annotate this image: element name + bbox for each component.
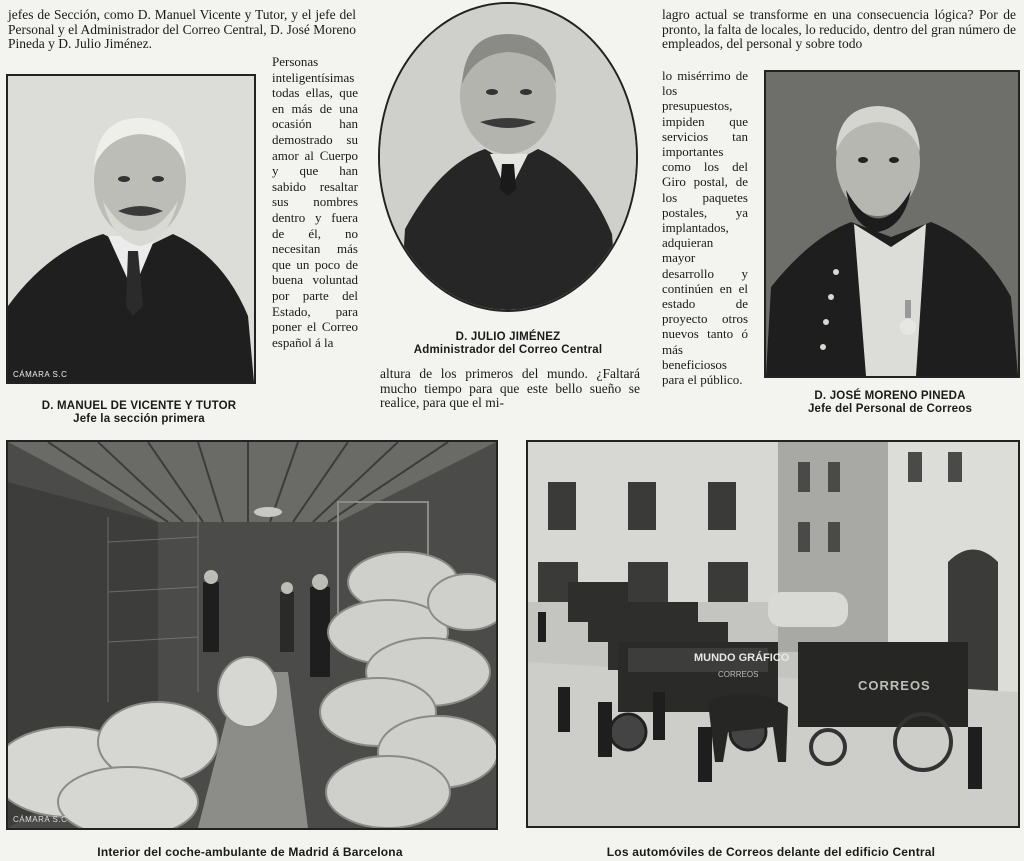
interior-caption: Interior del coche-ambulante de Madrid á Barcelona [97, 845, 403, 859]
truck-sign-mundo-sub [718, 670, 758, 679]
center-paragraph: altura de los primeros del mundo. ¿Faltará mucho tiempo para que este bello sueño se realice, para que el mi- [380, 366, 640, 411]
truck-sign-correos [858, 678, 931, 693]
portrait-vicente-photo [6, 74, 256, 384]
intro-paragraph: jefes de Sección, como D. Manuel Vicente y Tutor, y el jefe del Personal y el Administrador del Correo Central, D. José Moreno Pineda y D. Julio Jiménez. [8, 7, 356, 52]
truck-sign-mundo-label: MUNDO GRÁFICO [694, 652, 790, 664]
photo-credit: CÁMARA S.C [13, 370, 68, 379]
jimenez-caption-title: Administrador del Correo Central [413, 344, 603, 356]
narrow-column-text-2: lo misérrimo de los presupuestos, impiden que servicios tan importantes como los del Giro postal, de los paquetes postales, ya implantados, adquieran mayor desarrollo y continúen en el estado de proyecto otros nuevos tanto ó más beneficiosos para el público. [662, 68, 748, 388]
truck-sign-correos-label: CORREOS [858, 678, 931, 693]
truck-sign-mundo-sub-label: CORREOS [718, 670, 759, 679]
portrait-moreno-photo [764, 70, 1020, 378]
moreno-caption-name: D. JOSÉ MORENO PINEDA [814, 390, 966, 402]
narrow-column-text: Personas inteligentísimas todas ellas, que en más de una ocasión han demostrado su amor al Cuerpo y que han sabido resaltar sus nombres dentro y fuera de él, no necesitan más que un poco de buena voluntad por parte del Estado, para poner el Correo español á la [272, 54, 358, 350]
moreno-caption-title: Jefe del Personal de Correos [807, 403, 973, 415]
post-vehicles-street-photo [526, 440, 1020, 828]
vicente-caption-name: D. MANUEL DE VICENTE Y TUTOR [41, 400, 237, 412]
truck-sign-mundo [694, 652, 789, 664]
interior-mail-car-photo [6, 440, 498, 830]
photo-credit-2: CÁMARA S.C [13, 815, 68, 824]
jimenez-caption-name: D. JULIO JIMÉNEZ [455, 331, 561, 343]
portrait-jimenez-photo [378, 2, 638, 312]
vehicles-caption: Los automóviles de Correos delante del edificio Central [606, 845, 936, 859]
right-paragraph: lagro actual se transforme en una consecuencia lógica? Por de pronto, la falta de locales, lo reducido, dentro del gran número de empleados, del personal y sobre todo [662, 7, 1016, 52]
vicente-caption-title: Jefe la sección primera [73, 413, 205, 425]
